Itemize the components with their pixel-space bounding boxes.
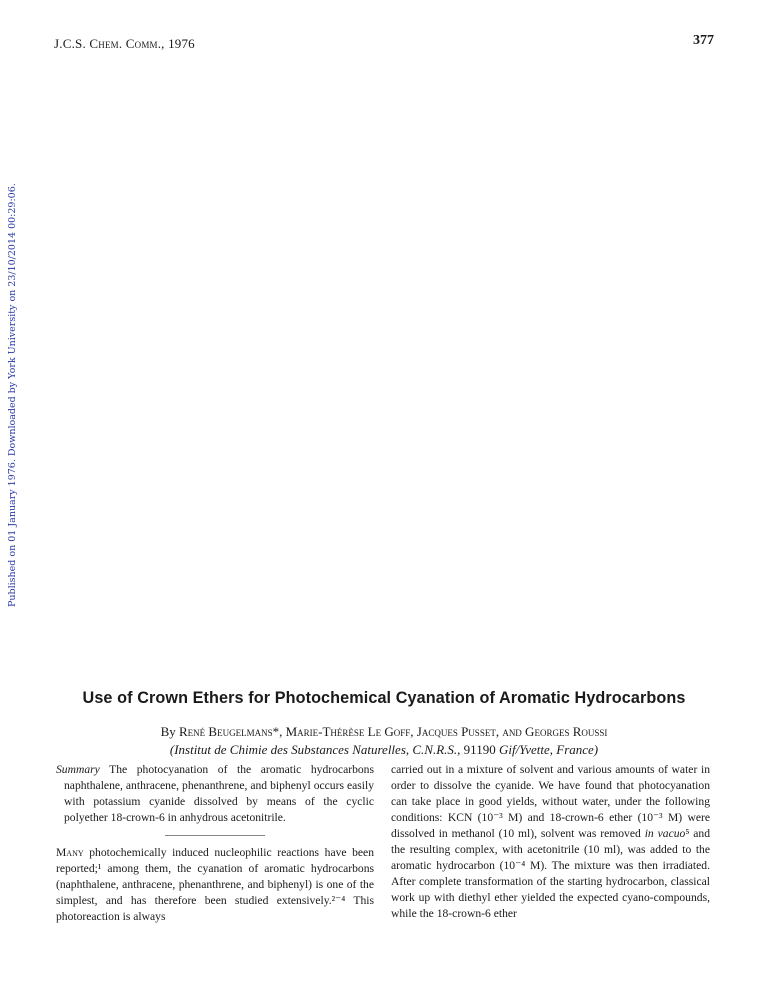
- by-label: By: [160, 724, 180, 739]
- intro-paragraph: [56, 845, 374, 925]
- intro-lead: Many: [56, 846, 84, 859]
- author-line: [54, 724, 714, 740]
- affiliation-institute: (Institut de Chimie des Substances Naturelles, C.N.R.S.,: [169, 742, 461, 757]
- intro-text: photochemically induced nucleophilic reactions have been reported;¹ among them, the cyanation of aromatic hydrocarbons (naphthalene, anthracene, phenanthrene, and biphenyl) is one of the simplest, and has therefore been studied extensively.²⁻⁴ This photoreaction is always: [56, 846, 374, 923]
- journal-year: , 1976: [161, 36, 195, 51]
- method-text-b: ⁵ and the resulting complex, with acetonitrile (10 ml), was added to the aromatic hydrocarbon (10⁻⁴ M). The mixture was then irradiated. After complete transformation of the starting hydrocarbon, classical work up with diethyl ether yielded the expected cyano-compounds, while the 18-crown-6 ether: [391, 827, 710, 920]
- journal-name: Chem. Comm.: [89, 36, 162, 51]
- affiliation: [54, 742, 714, 758]
- affiliation-city: Gif/Yvette, France): [498, 742, 599, 757]
- author-names: René Beugelmans*, Marie-Thérèse Le Goff, Jacques Pusset, and Georges Roussi: [179, 724, 608, 739]
- right-column: [391, 762, 710, 922]
- left-column: [56, 762, 374, 925]
- section-divider: [165, 835, 265, 836]
- article-title: Use of Crown Ethers for Photochemical Cyanation of Aromatic Hydrocarbons: [82, 689, 686, 707]
- download-note-text: Published on 01 January 1976. Downloaded by York University on 23/10/2014 00:29:06.: [7, 183, 18, 607]
- method-italic: in vacuo: [644, 827, 686, 840]
- summary-label: Summary: [56, 763, 100, 776]
- method-paragraph: [391, 762, 710, 922]
- affiliation-postcode: 91190: [460, 742, 499, 757]
- page-number: 377: [693, 33, 714, 48]
- download-note: [6, 183, 20, 607]
- journal-header: [54, 36, 195, 52]
- journal-prefix: J.C.S.: [54, 36, 90, 51]
- summary-text: The photocyanation of the aromatic hydrocarbons naphthalene, anthracene, phenanthrene, and biphenyl occurs easily with potassium cyanide dissolved by means of the cyclic polyether 18-crown-6 in anhydrous acetonitrile.: [64, 763, 374, 824]
- method-text-a: carried out in a mixture of solvent and various amounts of water in order to dissolve the cyanide. We have found that photocyanation can take place in good yields, without water, under the following conditions: KCN (10⁻³ M) and 18-crown-6 ether (10⁻³ M) were dissolved in methanol (10 ml), solvent was removed: [391, 763, 710, 840]
- summary-paragraph: [56, 762, 374, 826]
